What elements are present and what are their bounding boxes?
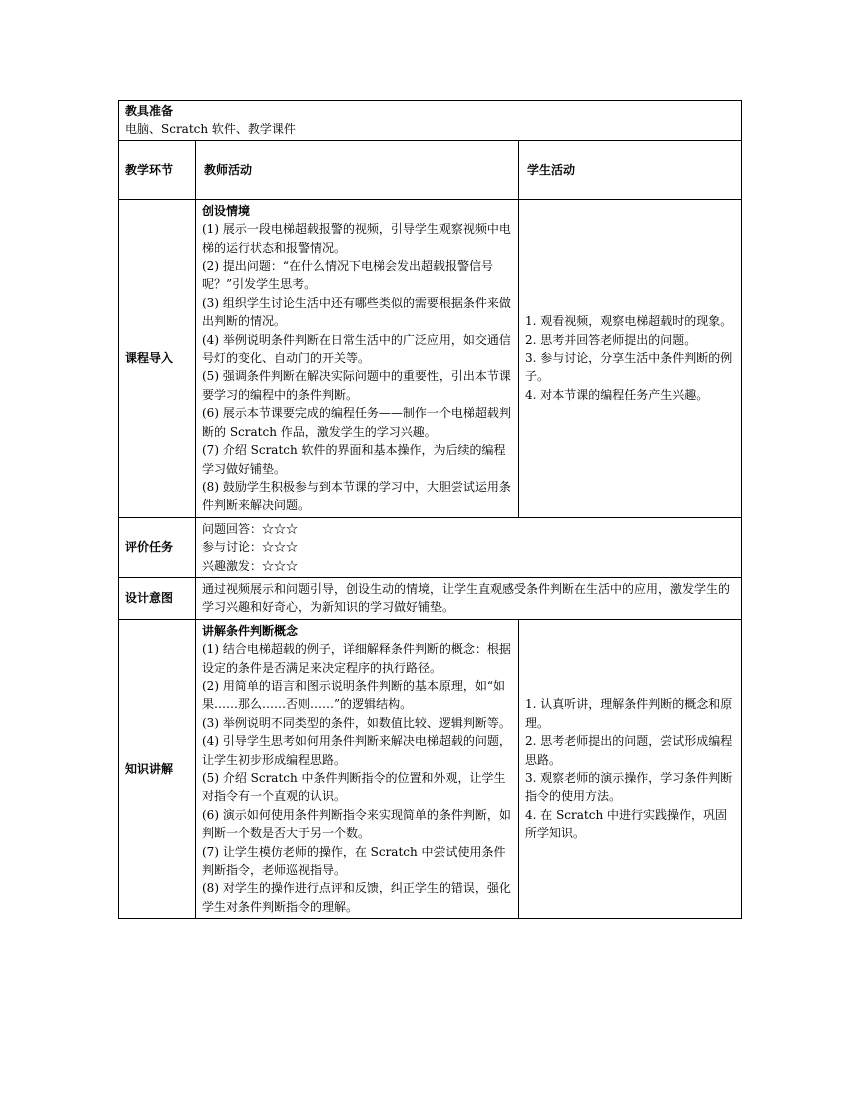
knowledge-teacher-item: (2) 用简单的语言和图示说明条件判断的基本原理，如“如果……那么……否则……”的逻辑结构。: [202, 678, 505, 712]
intro-student-item: 3. 参与讨论，分享生活中条件判断的例子。: [525, 351, 733, 384]
intro-teacher-item: (6) 展示本节课要完成的编程任务——制作一个电梯超载判断的 Scratch 作品，激发学生的学习兴趣。: [202, 406, 511, 439]
intro-row: [119, 199, 742, 517]
prep-row: [119, 101, 742, 141]
intro-stage: 课程导入: [119, 199, 196, 517]
header-student: 学生活动: [519, 140, 742, 199]
design-row: [119, 577, 742, 619]
knowledge-teacher-item: (6) 演示如何使用条件判断指令来实现简单的条件判断，如判断一个数是否大于另一个数。: [202, 807, 511, 841]
prep-cell: [119, 101, 742, 141]
intro-student-item: 4. 对本节课的编程任务产生兴趣。: [525, 387, 709, 402]
evaluation-stage: 评价任务: [119, 517, 196, 577]
knowledge-teacher-item: (7) 让学生模仿老师的操作，在 Scratch 中尝试使用条件判断指令，老师巡视指导。: [202, 844, 506, 878]
header-stage: 教学环节: [119, 140, 196, 199]
intro-student-item: 1. 观看视频，观察电梯超载时的现象。: [525, 314, 733, 329]
evaluation-item: 参与讨论：☆☆☆: [202, 540, 299, 555]
intro-teacher-title: 创设情境: [202, 203, 251, 218]
design-text: 通过视频展示和问题引导，创设生动的情境，让学生直观感受条件判断在生活中的应用，激发学生的学习兴趣和好奇心，为新知识的学习做好铺垫。: [196, 577, 742, 619]
prep-content: 电脑、Scratch 软件、教学课件: [125, 122, 296, 137]
intro-teacher-cell: [196, 199, 519, 517]
evaluation-cell: [196, 517, 742, 577]
knowledge-student-item: 2. 思考老师提出的问题，尝试形成编程思路。: [525, 734, 733, 767]
knowledge-teacher-item: (3) 举例说明不同类型的条件，如数值比较、逻辑判断等。: [202, 715, 511, 730]
intro-student-cell: [519, 199, 742, 517]
evaluation-item: 兴趣激发：☆☆☆: [202, 558, 299, 573]
evaluation-item: 问题回答：☆☆☆: [202, 521, 299, 536]
knowledge-student-cell: [519, 619, 742, 919]
header-teacher: 教师活动: [196, 140, 519, 199]
knowledge-teacher-title: 讲解条件判断概念: [202, 623, 299, 638]
intro-teacher-item: (4) 举例说明条件判断在日常生活中的广泛应用，如交通信号灯的变化、自动门的开关等。: [202, 332, 511, 366]
lesson-plan-table: [118, 100, 742, 919]
intro-teacher-item: (2) 提出问题：“在什么情况下电梯会发出超载报警信号呢？”引发学生思考。: [202, 259, 493, 292]
intro-teacher-item: (5) 强调条件判断在解决实际问题中的重要性，引出本节课要学习的编程中的条件判断。: [202, 369, 511, 402]
knowledge-row: [119, 619, 742, 919]
knowledge-teacher-item: (4) 引导学生思考如何用条件判断来解决电梯超载的问题，让学生初步形成编程思路。: [202, 734, 511, 767]
intro-teacher-item: (3) 组织学生讨论生活中还有哪些类似的需要根据条件来做出判断的情况。: [202, 295, 511, 329]
evaluation-row: [119, 517, 742, 577]
intro-teacher-item: (1) 展示一段电梯超载报警的视频，引导学生观察视频中电梯的运行状态和报警情况。: [202, 222, 511, 255]
knowledge-teacher-item: (8) 对学生的操作进行点评和反馈，纠正学生的错误，强化学生对条件判断指令的理解。: [202, 881, 511, 914]
knowledge-student-item: 1. 认真听讲，理解条件判断的概念和原理。: [525, 697, 733, 730]
prep-title: 教具准备: [125, 104, 174, 118]
design-stage: 设计意图: [119, 577, 196, 619]
intro-teacher-item: (7) 介绍 Scratch 软件的界面和基本操作，为后续的编程学习做好铺垫。: [202, 443, 506, 476]
knowledge-teacher-cell: [196, 619, 519, 919]
header-row: [119, 140, 742, 199]
intro-teacher-item: (8) 鼓励学生积极参与到本节课的学习中，大胆尝试运用条件判断来解决问题。: [202, 479, 511, 513]
knowledge-student-item: 3. 观察老师的演示操作，学习条件判断指令的使用方法。: [525, 771, 733, 804]
knowledge-teacher-item: (5) 介绍 Scratch 中条件判断指令的位置和外观，让学生对指令有一个直观的认识。: [202, 771, 506, 804]
knowledge-teacher-item: (1) 结合电梯超载的例子，详细解释条件判断的概念：根据设定的条件是否满足来决定程序的执行路径。: [202, 642, 511, 675]
intro-student-item: 2. 思考并回答老师提出的问题。: [525, 332, 697, 347]
knowledge-student-item: 4. 在 Scratch 中进行实践操作，巩固所学知识。: [525, 807, 727, 841]
knowledge-stage: 知识讲解: [119, 619, 196, 919]
